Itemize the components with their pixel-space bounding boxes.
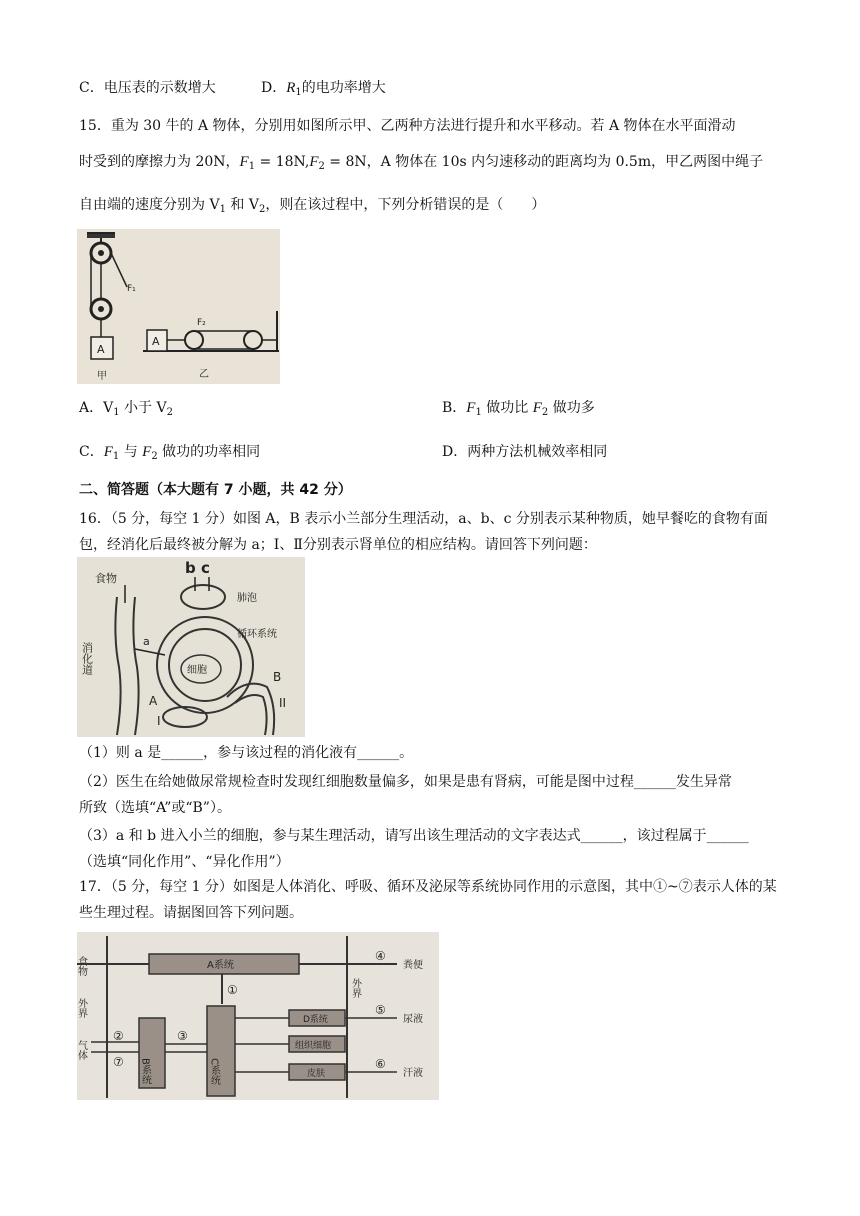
svg-text:B: B: [273, 670, 282, 684]
svg-text:A系统: A系统: [207, 960, 234, 971]
svg-text:循环系统: 循环系统: [237, 629, 277, 640]
q16-sub3-line2: （选填“同化作用”、“异化作用”）: [79, 854, 290, 870]
q14-option-d: D．$R_1$的电功率增大: [261, 80, 386, 98]
svg-text:B系统: B系统: [139, 1058, 151, 1085]
svg-text:气体: 气体: [75, 1040, 87, 1060]
svg-text:A: A: [149, 694, 158, 708]
q15-option-c: C．$F_1$ 与 $F_2$ 做功的功率相同: [79, 444, 261, 462]
q16-sub2-line1: （2）医生在给她做尿常规检查时发现红细胞数量偏多，如果是患有肾病，可能是图中过程______发生异常: [79, 774, 732, 790]
svg-text:乙: 乙: [199, 369, 209, 380]
q15-option-b: B．$F_1$ 做功比 $F_2$ 做功多: [442, 400, 595, 418]
svg-text:尿液: 尿液: [403, 1014, 423, 1025]
q15-option-d: D．两种方法机械效率相同: [442, 444, 608, 460]
svg-text:消化道: 消化道: [80, 642, 94, 675]
q15-line1: 15．重为 30 牛的 A 物体，分别用如图所示甲、乙两种方法进行提升和水平移动。若 A 物体在水平面滑动: [79, 118, 736, 134]
svg-text:②: ②: [113, 1029, 124, 1043]
svg-text:a: a: [143, 635, 150, 648]
svg-text:外界: 外界: [349, 978, 361, 998]
svg-text:食物: 食物: [75, 956, 87, 976]
svg-text:F₂: F₂: [197, 318, 206, 328]
q15-pulley-figure: [77, 229, 280, 384]
svg-text:b c: b c: [185, 559, 210, 577]
svg-text:皮肤: 皮肤: [307, 1069, 326, 1079]
svg-text:⑦: ⑦: [113, 1055, 124, 1069]
q15-line3: 自由端的速度分别为 $V_1$ 和 $V_2$，则在该过程中，下列分析错误的是（ ）: [79, 197, 546, 215]
svg-text:①: ①: [227, 983, 238, 997]
q16-sub3-line1: （3）a 和 b 进入小兰的细胞，参与某生理活动，请写出该生理活动的文字表达式______，该过程属于______: [79, 828, 749, 844]
svg-text:食物: 食物: [95, 572, 117, 585]
section-2-heading: 二、简答题（本大题有 7 小题，共 42 分）: [79, 482, 352, 498]
svg-text:细胞: 细胞: [187, 665, 207, 676]
svg-text:汗液: 汗液: [403, 1068, 423, 1079]
svg-text:A: A: [152, 335, 160, 348]
svg-text:组织细胞: 组织细胞: [295, 1041, 332, 1051]
q16-physiology-figure: [77, 557, 305, 737]
svg-text:I: I: [157, 714, 161, 728]
svg-text:④: ④: [375, 949, 386, 963]
svg-text:肺泡: 肺泡: [237, 593, 257, 604]
svg-text:外界: 外界: [75, 998, 87, 1018]
svg-text:D系统: D系统: [303, 1015, 328, 1025]
q15-line2: 时受到的摩擦力为 20N，$F_1 = 18N,F_2 = 8N$，A 物体在 10s 内匀速移动的距离均为 0.5m，甲乙两图中绳子: [79, 154, 764, 172]
svg-text:⑥: ⑥: [375, 1057, 386, 1071]
svg-text:③: ③: [177, 1029, 188, 1043]
q16-sub1: （1）则 a 是______，参与该过程的消化液有______。: [79, 745, 414, 761]
q16-sub2-line2: 所致（选填“A”或“B”）。: [79, 800, 231, 816]
svg-text:C系统: C系统: [208, 1058, 220, 1085]
svg-text:⑤: ⑤: [375, 1003, 386, 1017]
q16-intro: 16．（5 分，每空 1 分）如图 A，B 表示小兰部分生理活动，a、b、c 分别表示某种物质，她早餐吃的食物有面包，经消化后最终被分解为 a；Ⅰ、Ⅱ分别表示肾单位的相应结构。请回答下列问题：: [79, 511, 768, 553]
q14-option-c: C．电压表的示数增大: [79, 80, 216, 96]
q17-intro: 17．（5 分，每空 1 分）如图是人体消化、呼吸、循环及泌尿等系统协同作用的示意图，其中①~⑦表示人体的某些生理过程。请据图回答下列问题。: [79, 879, 777, 921]
svg-text:粪便: 粪便: [403, 960, 423, 971]
svg-text:A: A: [97, 343, 105, 356]
svg-text:F₁: F₁: [127, 284, 136, 294]
q15-option-a: A．$V_1$ 小于 $V_2$: [79, 400, 173, 418]
svg-text:II: II: [279, 696, 287, 710]
q17-systems-figure: [77, 932, 439, 1100]
svg-text:甲: 甲: [97, 371, 107, 382]
